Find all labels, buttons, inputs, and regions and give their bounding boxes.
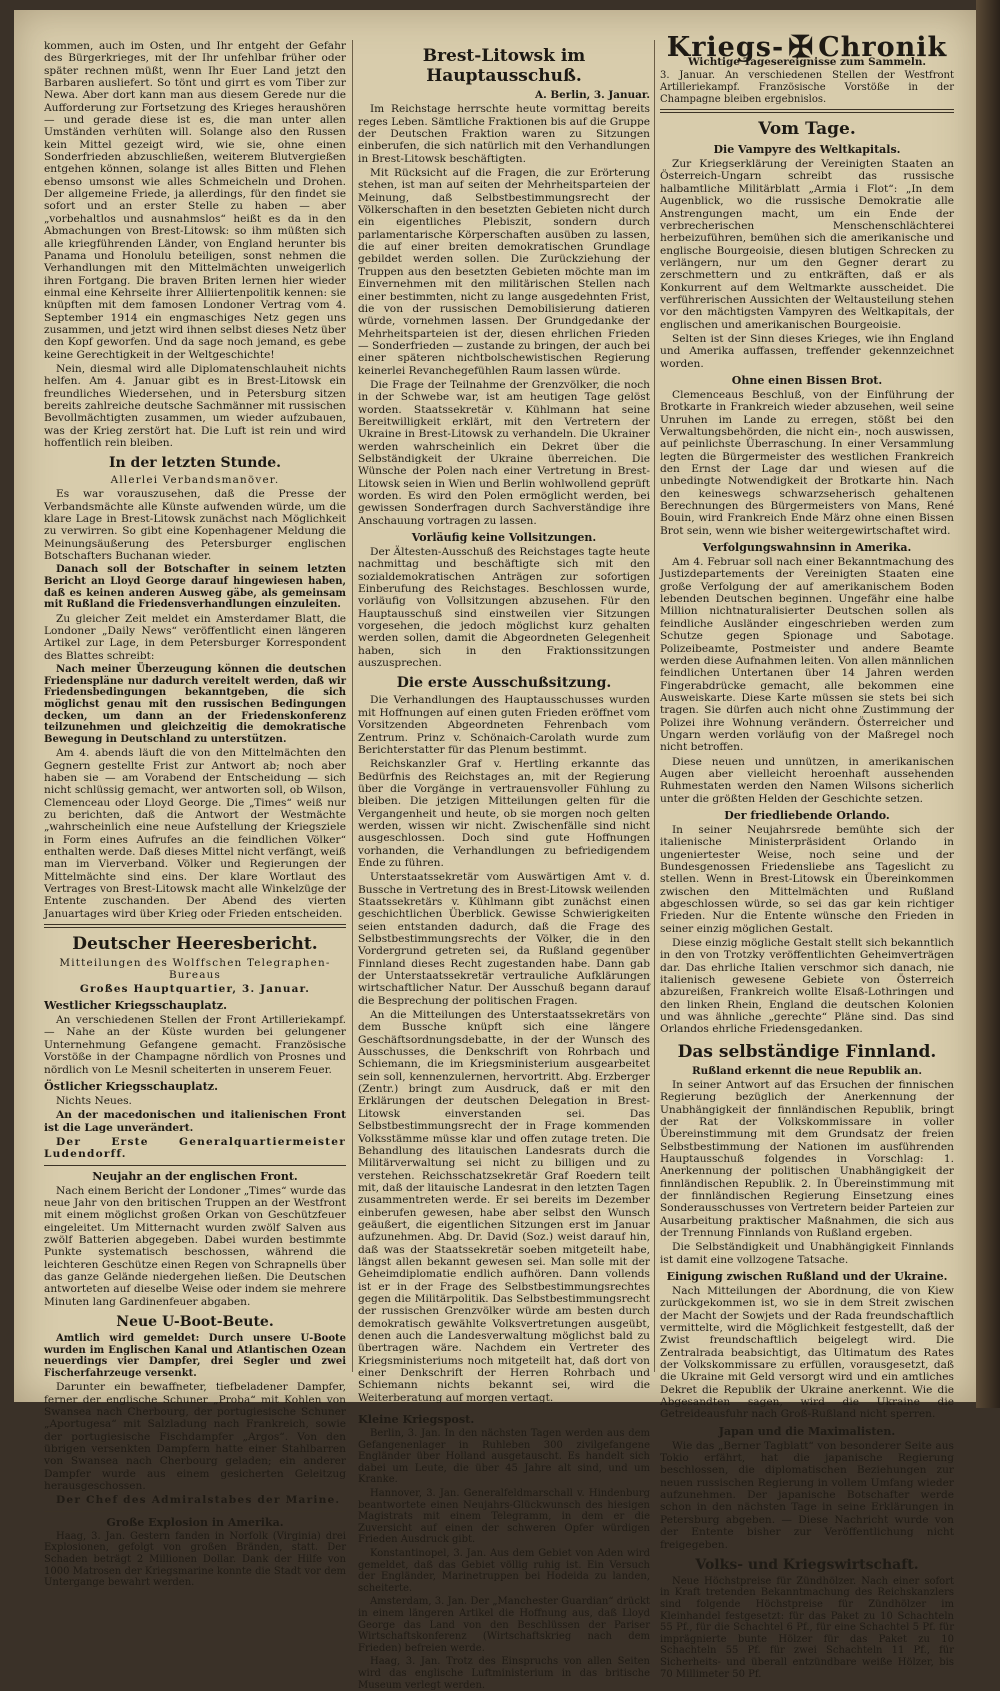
paragraph: Reichskanzler Graf v. Hertling erkannte das Bedürfnis des Reichstages an, mit der Regierung über die Vorgänge in vertrauensvoller Fühlung zu bleiben. Die jetzigen Mitteilungen gelten für die Vergangenheit und heute, ob sie morgen noch gelten werden, wissen wir nicht. Zwischenfälle sind nicht ausgeschlossen. Doch sind gute Hoffnungen vorhanden, die Verhandlungen zu befriedigendem Ende zu führen. — [358, 758, 650, 869]
section-heading: Kleine Kriegspost. — [358, 1412, 475, 1427]
section-heading: Westlicher Kriegsschauplatz. — [44, 998, 228, 1013]
divider — [44, 924, 346, 928]
paragraph: Haag, 3. Jan. Trotz des Einspruchs von allen Seiten wird das englische Luftministerium in das britische Museum verlegt werden. — [358, 1656, 650, 1691]
paragraph: Haag, 3. Jan. Gestern fanden in Norfolk (Virginia) drei Explosionen, gefolgt von großen Bränden, statt. Der Schaden beträgt 2 Millionen Dollar. Dank der Hilfe von 1000 Matrosen der Kriegsmarine konnte die Stadt vor dem Untergange bewahrt werden. — [44, 1530, 346, 1589]
subheadline: Großes Hauptquartier, 3. Januar. — [79, 983, 311, 996]
paragraph: Diese neuen und unnützen, in amerikanischen Augen aber vielleicht heroenhaft aussehenden Ruhmestaten werden den Namen Wilsons sicherlich unter die größten Helden der Geschichte setzen. — [660, 755, 954, 805]
paragraph: In seiner Neujahrsrede bemühte sich der italienische Ministerpräsident Orlando in ungeniertester Weise, noch seine und der Bundesgenossen Friedensliebe ans Tageslicht zu stellen. Wenn in Brest-Litowsk ein Übereinkommen zwischen den Mittelmächten und Rußland abgeschlossen würde, so sei das gar kein richtiger Frieden. Nur die Entente wünsche den Frieden in seiner einzig möglichen Gestalt. — [660, 823, 954, 935]
paragraph: Hannover, 3. Jan. Generalfeldmarschall v. Hindenburg beantwortete einen Neujahrs-Glückwunsch des hiesigen Magistrats mit einem Telegramm, in dem er die Zuversicht auf einen der schweren Opfer würdigen Frieden Ausdruck gibt. — [358, 1488, 650, 1546]
column-left — [44, 40, 346, 1589]
paragraph: Die Verhandlungen des Hauptausschusses wurden mit Hoffnungen auf einen guten Frieden eröffnet vom Vorsitzenden Abgeordneten Fehrenbach vom Zentrum. Prinz v. Schönaich-Carolath wurde zum Berichterstatter für das Plenum bestimmt. — [358, 694, 650, 756]
paragraph: Unterstaatssekretär vom Auswärtigen Amt v. d. Bussche in Vertretung des in Brest-Litowsk weilenden Staatssekretärs v. Kühlmann gibt zunächst einen geschichtlichen Überblick. Gewisse Schwierigkeiten seien entstanden dadurch, daß die Frage des Selbstbestimmungsrechts der Völker, die in den Vordergrund getreten sei, da Rußland gegenüber Finnland dieses Recht zugestanden habe. Dann gab der Unterstaatssekretär vertrauliche Aufklärungen wirtschaftlicher Natur. Der Ausschuß begann darauf die Besprechung der politischen Fragen. — [358, 871, 650, 1007]
paragraph: An die Mitteilungen des Unterstaatssekretärs von dem Bussche knüpft sich eine längere Geschäftsordnungsdebatte, in der der Wunsch des Ausschusses, die Denkschrift von Rohrbach und Schiemann, die im Kriegsministerium ausgearbeitet sein soll, kennenzulernen, hervortritt. Abg. Erzberger (Zentr.) bringt zum Ausdruck, daß er mit den Erklärungen der deutschen Delegation in Brest-Litowsk einverstanden sei. Das Selbstbestimmungsrecht der in Frage kommenden Volksstämme müsse klar und offen zutage treten. Die Behandlung des litauischen Landesrats durch die Militärverwaltung sei nicht zu billigen und zu verstehen. Reichsschatzsekretär Graf Roedern teilt mit, daß der litauische Landesrat in den letzten Tagen zusammentreten werde. Er sei bereits im Dezember einberufen gewesen, habe aber selbst den Wunsch geäußert, die eigentlichen Sitzungen erst im Januar aufzunehmen. Abg. Dr. David (Soz.) weist darauf hin, daß was der Staatssekretär soeben mitgeteilt habe, längst allen bekannt gewesen sei. Man solle mit der Geheimdiplomatie endlich aufhören. Dann vollends ist er in der Frage des Selbstbestimmungsrechtes gegen die Militärpolitik. Das Selbstbestimmungsrecht der russischen Grenzvölker würde am besten durch demokratisch gewählte Volksvertretungen ausgeübt, denen auch die Landesverwaltung möglichst bald zu übertragen wäre. Nachdem ein Vertreter des Kriegsministeriums noch mitgeteilt hat, daß dort von einer Denkschrift der Herren Rohrbach und Schiemann nichts bekannt sei, wird die Weiterberatung auf morgen vertagt. — [358, 1009, 650, 1404]
column-right — [660, 30, 954, 1680]
dateline: A. Berlin, 3. Januar. — [535, 89, 650, 101]
section-heading: Vorläufig keine Vollsitzungen. — [411, 531, 597, 545]
column-middle — [358, 40, 650, 1691]
paragraph: kommen, auch im Osten, und Ihr entgeht der Gefahr des Bürgerkrieges, mit der Ihr unfehlbar früher oder später rechnen müßt, wenn Ihr Euer Land jetzt den Barbaren ausliefert. So tönt und girrt es vom Tiber zur Newa. Aber dort kann man aus diesem Gerede nur die Aufforderung zur Fortsetzung des Krieges heraushören — und gerade diese ist es, die man unter allen Umständen verhüten will. Solange also den Russen kein Mittel gezeigt wird, wie sie, ohne einen Sonderfrieden abzuschließen, weiterem Blutvergießen entgehen können, solange ist alles Bitten und Flehen ebenso umsonst wie alles Schmeicheln und Drohen. Der allgemeine Friede, ja allerdings, für den findet sie sofort und an erster Stelle zu haben — aber „vorbehaltlos und ausnahmslos“ heißt es da in den Abmachungen von Brest-Litowsk: so ihm müßten sich alle kriegführenden Länder, von England herunter bis Panama und Honolulu beteiligen, sonst nehmen die Verhandlungen mit den Mittelmächten unweigerlich ihren Fortgang. Die braven Briten lernen hier wieder einmal eine Kehrseite ihrer Alliiertenpolitik kennen: sie knüpften mit dem famosen Londoner Vertrag vom 4. September 1914 ein engmaschiges Netz gegen uns zusammen, und jetzt wird ihnen selbst dieses Netz über den Kopf geworfen. Und da sage noch jemand, es gebe keine Gerechtigkeit in der Weltgeschichte! — [44, 40, 346, 361]
masthead-title-right: Chronik — [818, 32, 948, 63]
headline-erste-sitzung: Die erste Ausschußsitzung. — [396, 675, 612, 692]
headline-finnland: Das selbständige Finnland. — [677, 1041, 937, 1062]
section-heading: Die Vampyre des Weltkapitals. — [713, 143, 901, 157]
page-edge-shadow — [976, 0, 1000, 1408]
section-heading: Der friedliebende Orlando. — [724, 808, 890, 822]
headline-uboot: Neue U-Boot-Beute. — [116, 1314, 274, 1330]
divider — [660, 109, 954, 113]
paragraph: Die Frage der Teilnahme der Grenzvölker, die noch in der Schwebe war, ist am heutigen Tage gelöst worden. Staatssekretär v. Kühlmann hat seine Bereitwilligkeit erklärt, mit den Vertretern der Ukraine in Brest-Litowsk zu verhandeln. Die Ukrainer werden wahrscheinlich ein Dekret über die Selbständigkeit der Ukraine überreichen. Die Wünsche der Polen nach einer Vertretung in Brest-Litowsk seien in Wien und Berlin wohlwollend geprüft worden. Es wird den Polen ermöglicht werden, bei gewissen Sonderfragen durch Sachverständige ihre Anschauung vortragen zu lassen. — [358, 378, 650, 527]
chronicle-entry: 3. Januar. An verschiedenen Stellen der Westfront Artilleriekampf. Französische Vorstöße in der Champagne bleiben ergebnislos. — [660, 70, 954, 105]
section-heading: Neujahr an der englischen Front. — [92, 1169, 298, 1183]
section-heading: Japan und die Maximalisten. — [718, 1424, 896, 1438]
iron-cross-icon: ✠ — [788, 30, 815, 65]
paragraph: Es war vorauszusehen, daß die Presse der Verbandsmächte alle Künste aufwenden würde, um die klare Lage in Brest-Litowsk zunächst nach Möglichkeit zu verwirren. So gibt eine Kopenhagener Meldung die Meinungsäußerung des Petersburger englischen Botschafters Buchanan wieder. — [44, 488, 346, 563]
paragraph: Im Reichstage herrschte heute vormittag bereits reges Leben. Sämtliche Fraktionen bis auf die Gruppe der Deutschen Fraktion waren zu Sitzungen einberufen, die sich natürlich mit den Verhandlungen in Brest-Litowsk beschäftigten. — [358, 103, 650, 165]
masthead-title-left: Kriegs- — [666, 32, 785, 63]
paragraph: Nichts Neues. — [56, 1094, 132, 1107]
paragraph: Clemenceaus Beschluß, von der Einführung der Brotkarte in Frankreich wieder abzusehen, weil seine Unruhen im Lande zu erregen, stößt bei den Verwaltungsbehörden, die nicht ein-, noch auswissen, auf peinlichste Überraschung. In einer Versammlung legten die Bürgermeister des westlichen Frankreich den Ernst der Lage dar und wiesen auf die unbedingte Notwendigkeit der Brotkarte hin. Nach den keineswegs schwarzseherisch gehaltenen Berechnungen des Bürgermeisters von Mans, René Bouin, wird Frankreich Ende März ohne einen Bissen Brot sein, wenn wie bisher weitergewirtschaftet wird. — [660, 388, 954, 537]
headline-volkswirtschaft: Volks- und Kriegswirtschaft. — [695, 1556, 919, 1573]
paragraph: Nach Mitteilungen der Abordnung, die von Kiew zurückgekommen ist, wo sie in dem Streit zwischen der Macht der Sowjets und der Rada freundschaftlich vermittelte, wird die Möglichkeit festgestellt, daß der Zwist freundschaftlich beigelegt wird. Die Zentralrada beabsichtigt, das Ultimatum des Rates der Volkskommissare zu erfüllen, vorausgesetzt, daß die Ukraine mit Geld versorgt wird und ein amtliches Dekret die Republik der Ukraine anerkennt. Wie die Abgesandten sagen, wird die Ukraine die Getreideausfuhr nach Groß-Rußland nicht sperren. — [660, 1284, 954, 1421]
paragraph: Die Selbständigkeit und Unabhängigkeit Finnlands ist damit eine vollzogene Tatsache. — [660, 1241, 954, 1266]
headline-heeresbericht: Deutscher Heeresbericht. — [72, 934, 318, 955]
paragraph: An der macedonischen und italienischen Front ist die Lage unverändert. — [44, 1109, 346, 1134]
section-heading: Östlicher Kriegsschauplatz. — [44, 1078, 219, 1093]
headline-brest-litowsk: Brest-Litowsk im Hauptausschuß. — [422, 46, 586, 86]
paragraph: In seiner Antwort auf das Ersuchen der finnischen Regierung bezüglich der Anerkennung der Unabhängigkeit der finnländischen Republik, bringt der Rat der Volkskommissare in voller Übereinstimmung mit dem Grundsatz der freien Selbstbestimmung der Nationen im ausführenden Hauptausschuß folgendes in Vorschlag: 1. Anerkennung der politischen Unabhängigkeit der finnländischen Republik. 2. In Übereinstimmung mit der finnländischen Regierung Einsetzung eines Sonderausschusses von Vertretern beider Parteien zur Ausarbeitung praktischer Maßnahmen, die sich aus der Trennung Finnlands von Rußland ergeben. — [660, 1078, 954, 1239]
signature: Der Chef des Admiralstabes der Marine. — [56, 1494, 341, 1507]
section-heading: Ohne einen Bissen Brot. — [731, 373, 883, 387]
divider — [44, 1511, 346, 1512]
section-heading: Große Explosion in Amerika. — [106, 1515, 284, 1529]
masthead-subtitle: Wichtige Tagesereignisse zum Sammeln. — [687, 56, 927, 69]
subheadline: Allerlei Verbandsmanöver. — [110, 474, 280, 487]
section-heading: Einigung zwischen Rußland und der Ukraine. — [666, 1269, 948, 1283]
paragraph: Amsterdam, 3. Jan. Der „Manchester Guardian“ drückt in einem längeren Artikel die Hoffnung aus, daß Lloyd George das Land von den Beschlüssen der Pariser Wirtschaftskonferenz (Wirtschaftskrieg nach dem Frieden) befreien werde. — [358, 1596, 650, 1654]
divider — [44, 1165, 346, 1166]
paragraph: Am 4. abends läuft die von den Mittelmächten den Gegnern gestellte Frist zur Antwort ab; noch aber haben sie — am Vorabend der Entscheidung — sich nicht schlüssig gemacht, wer antworten soll, ob Wilson, Clemenceau oder Lloyd George. Die „Times“ weiß nur zu berichten, daß die Antwort der Westmächte „wahrscheinlich eine neue Aufstellung der Kriegsziele in Form eines Aufrufes an die feindlichen Völker“ enthalten werde. Daß dieses Mittel nicht verfängt, weiß man im Vierverband. Völker und Regierungen der Mittelmächte sind eins. Der klare Wortlaut des Vertrages von Brest-Litowsk macht alle Winkelzüge der Entente zuschanden. Der Abend des vierten Januartages wird über Krieg oder Frieden entscheiden. — [44, 747, 346, 920]
paragraph: Nach einem Bericht der Londoner „Times“ wurde das neue Jahr von den britischen Truppen an der Westfront mit einem möglichst großen Orkan von Geschützfeuer eingeleitet. Um Mitternacht wurden zwölf Salven aus zwölf Batterien abgegeben. Dabei wurden bestimmte Punkte systematisch beschossen, während die leichteren Geschütze einen Regen von Schrapnells über das ganze Gelände niedergehen ließen. Die Deutschen antworteten auf dieselbe Weise oder indem sie mehrere Minuten lang Gardinenfeuer abgaben. — [44, 1184, 346, 1308]
paragraph: Am 4. Februar soll nach einer Bekanntmachung des Justizdepartements der Vereinigten Staaten eine große Verfolgung der auf amerikanischem Boden lebenden Deutschen beginnen. Ungefähr eine halbe Million nichtnaturalisierter Deutschen sollen als feindliche Ausländer eingeschrieben werden zum Schutze gegen Spionage und Sabotage. Polizeibeamte, Postmeister und andere Beamte werden diese Aufnahmen leiten. Von allen männlichen feindlichen Untertanen über 14 Jahren werden Fingerabdrücke gemacht, alle bekommen eine Ausweiskarte. Diese Karte müssen sie stets bei sich tragen. Sie dürfen auch nicht ohne Zustimmung der Polizei ihre Wohnung verändern. Österreicher und Ungarn werden vorläufig von der Maßregel noch nicht betroffen. — [660, 556, 954, 754]
paragraph: Zur Kriegserklärung der Vereinigten Staaten an Österreich-Ungarn schreibt das russische halbamtliche Militärblatt „Armia i Flot“: „In dem Augenblick, wo die russische Demokratie alle Anstrengungen macht, um ein Ende der verbrecherischen Menschenschlächterei herbeizuführen, bemühen sich die amerikanische und englische Bourgeoisie, diesen blutigen Schrecken zu verlängern, nur um den Gegner derart zu zerschmettern und zu entkräften, daß er als Konkurrent auf dem Weltmarkte ausscheidet. Die verführerischen Aussichten der Weltausteilung stehen vor den mächtigsten Vampyren des Weltkapitals, der englischen und amerikanischen Bourgeoisie. — [660, 158, 954, 331]
headline-last-hour: In der letzten Stunde. — [108, 455, 282, 472]
headline-vom-tage: Vom Tage. — [758, 119, 856, 140]
paragraph: Danach soll der Botschafter in seinem letzten Bericht an Lloyd George darauf hingewiesen haben, daß es keinen anderen Ausweg gäbe, als gemeinsam mit Rußland die Friedensverhandlungen einzuleiten. — [44, 564, 346, 611]
divider — [358, 1408, 650, 1409]
paragraph: Selten ist der Sinn dieses Krieges, wie ihn England und Amerika auffassen, treffender gekennzeichnet worden. — [660, 332, 954, 370]
column-divider — [654, 40, 655, 1372]
paragraph: Darunter ein bewaffneter, tiefbeladener Dampfer, ferner der englische Schuner „Proba“ mit Kohlen von Swansea nach Cherbourg, der portugiesische Schuner „Aportugesa“ mit Salzladung nach Frankreich, sowie der portugiesische Fischdampfer „Argos“. Von den übrigen versenkten Dampfern hatte einer Stahlbarren von Swansea nach Cherbourg geladen; ein anderer Dampfer wurde aus einem gesicherten Geleitzug herausgeschossen. — [44, 1381, 346, 1493]
section-heading: Verfolgungswahnsinn in Amerika. — [702, 541, 912, 555]
paragraph: Nein, diesmal wird alle Diplomatenschlauheit nichts helfen. Am 4. Januar gibt es in Brest-Litowsk ein freundliches Wiedersehen, und in Petersburg sitzen bereits zahlreiche deutsche Sachmänner mit russischen Bevollmächtigten zusammen, um wieder aufzubauen, was der Krieg zerstört hat. Die Luft ist rein und wird hoffentlich rein bleiben. — [44, 362, 346, 449]
column-divider — [352, 40, 353, 1372]
paragraph: An verschiedenen Stellen der Front Artilleriekampf. — Nahe an der Küste wurden bei gelungener Unternehmung Gefangene gemacht. Französische Vorstöße in der Champagne nördlich von Prosnes und nördlich von Le Mesnil scheiterten in unserem Feuer. — [44, 1014, 346, 1076]
paragraph: Amtlich wird gemeldet: Durch unsere U-Boote wurden im Englischen Kanal und Atlantischen Ozean neuerdings vier Dampfer, drei Segler und zwei Fischerfahrzeuge versenkt. — [44, 1333, 346, 1379]
paragraph: Konstantinopel, 3. Jan. Aus dem Gebiet von Aden wird gemeldet, daß das Gebiet völlig ruhig ist. Ein Versuch der Engländer, Marinetruppen bei Hodeida zu landen, scheiterte. — [358, 1548, 650, 1594]
paragraph: Mit Rücksicht auf die Fragen, die zur Erörterung stehen, ist man auf seiten der Mehrheitsparteien der Meinung, daß Selbstbestimmungsrecht der Völkerschaften in den besetzten Gebieten nicht durch ein eigentliches Plebiszit, sondern durch parlamentarische Körperschaften ausüben zu lassen, die auf einer breiten demokratischen Grundlage gebildet werden sollen. Die Zurückziehung der Truppen aus den besetzten Gebieten möchte man im Einvernehmen mit den militärischen Stellen nach einer bestimmten, nicht zu lange ausgedehnten Frist, die von der russischen Demobilisierung datieren würde, vornehmen lassen. Der Grundgedanke der Mehrheitsparteien ist der, diesen ehrlichen Frieden — Sonderfrieden — zustande zu bringen, der auch bei einer späteren nichtbolschewistischen Regierung keinerlei Revanchegefühlen Raum lassen würde. — [358, 167, 650, 377]
subheadline: Rußland erkennt die neue Republik an. — [692, 1064, 922, 1077]
newspaper-page — [14, 10, 976, 1691]
paragraph: Der Ältesten-Ausschuß des Reichstages tagte heute nachmittag und beschäftigte sich mit den sozialdemokratischen Anträgen zur sofortigen Einberufung des Reichstages. Beschlossen wurde, vorläufig von Vollsitzungen abzusehen. Für den Hauptausschuß sind einstweilen vier Sitzungen vorgesehen, die jedoch möglichst kurz gehalten werden sollen, damit die Abgeordneten Gelegenheit haben, sich in den Fraktionssitzungen auszusprechen. — [358, 546, 650, 670]
paragraph: Zu gleicher Zeit meldet ein Amsterdamer Blatt, die Londoner „Daily News“ veröffentlicht einen längeren Artikel zur Lage, in dem Petersburger Korrespondent des Blattes schreibt: — [44, 612, 346, 662]
paragraph: Diese einzig mögliche Gestalt stellt sich bekanntlich in den von Trotzky veröffentlichten Geheimverträgen dar. Das ehrliche Italien verschmor sich danach, nie italienisch gewesene Gebiete von Österreich abzureißen, Frankreich wollte Elsaß-Lothringen und den linken Rhein, England die deutschen Kolonien und was ähnliche „gerechte“ Pläne sind. Das sind Orlandos ehrliche Friedensgedanken. — [660, 937, 954, 1036]
signature: Der Erste Generalquartiermeister Ludendorff. — [44, 1135, 346, 1161]
paragraph: Wie das „Berner Tagblatt“ von besonderer Seite aus Tokio erfährt, hat die japanische Regierung beschlossen, die diplomatischen Beziehungen zur neuen russischen Regierung in vollem Umfang wieder aufzunehmen. Der japanische Botschafter werde schon in den nächsten Tage in seine Erklärungen in Petersburg abgeben. — Diese Nachricht wurde von der Entente bisher zur Veröffentlichung nicht freigegeben. — [660, 1439, 954, 1551]
subheadline: Mitteilungen des Wolffschen Telegraphen-Bureaus — [59, 957, 331, 982]
paragraph: Nach meiner Überzeugung können die deutschen Friedenspläne nur dadurch vereitelt werden, daß wir Friedensbedingungen bekanntgeben, die sich möglichst genau mit den russischen Bedingungen decken, um dann an der Friedenskonferenz teilzunehmen und gleichzeitig die demokratische Bewegung in Deutschland zu unterstützen. — [44, 664, 346, 745]
paragraph: Berlin, 3. Jan. In den nächsten Tagen werden aus dem Gefangenenlager in Ruhleben 300 zivilgefangene Engländer über Holland ausgetauscht. Es handelt sich dabei um Leute, die über 45 Jahre alt sind, und um Kranke. — [358, 1428, 650, 1486]
paragraph: Neue Höchstpreise für Zündhölzer. Nach einer sofort in Kraft tretenden Bekanntmachung des Reichskanzlers sind folgende Höchstpreise für Zündhölzer im Kleinhandel festgesetzt: für das Paket zu 10 Schachteln 55 Pf., für die Schachtel 6 Pf., für eine Schachtel 5 Pf. für imprägnierte bunte Hölzer für das Paket zu 10 Schachteln 55 Pf. für zwei Schachteln 11 Pf., für Sicherheits- und überall entzündbare weiße Hölzer, bis 70 Millimeter 50 Pf. — [660, 1575, 954, 1680]
